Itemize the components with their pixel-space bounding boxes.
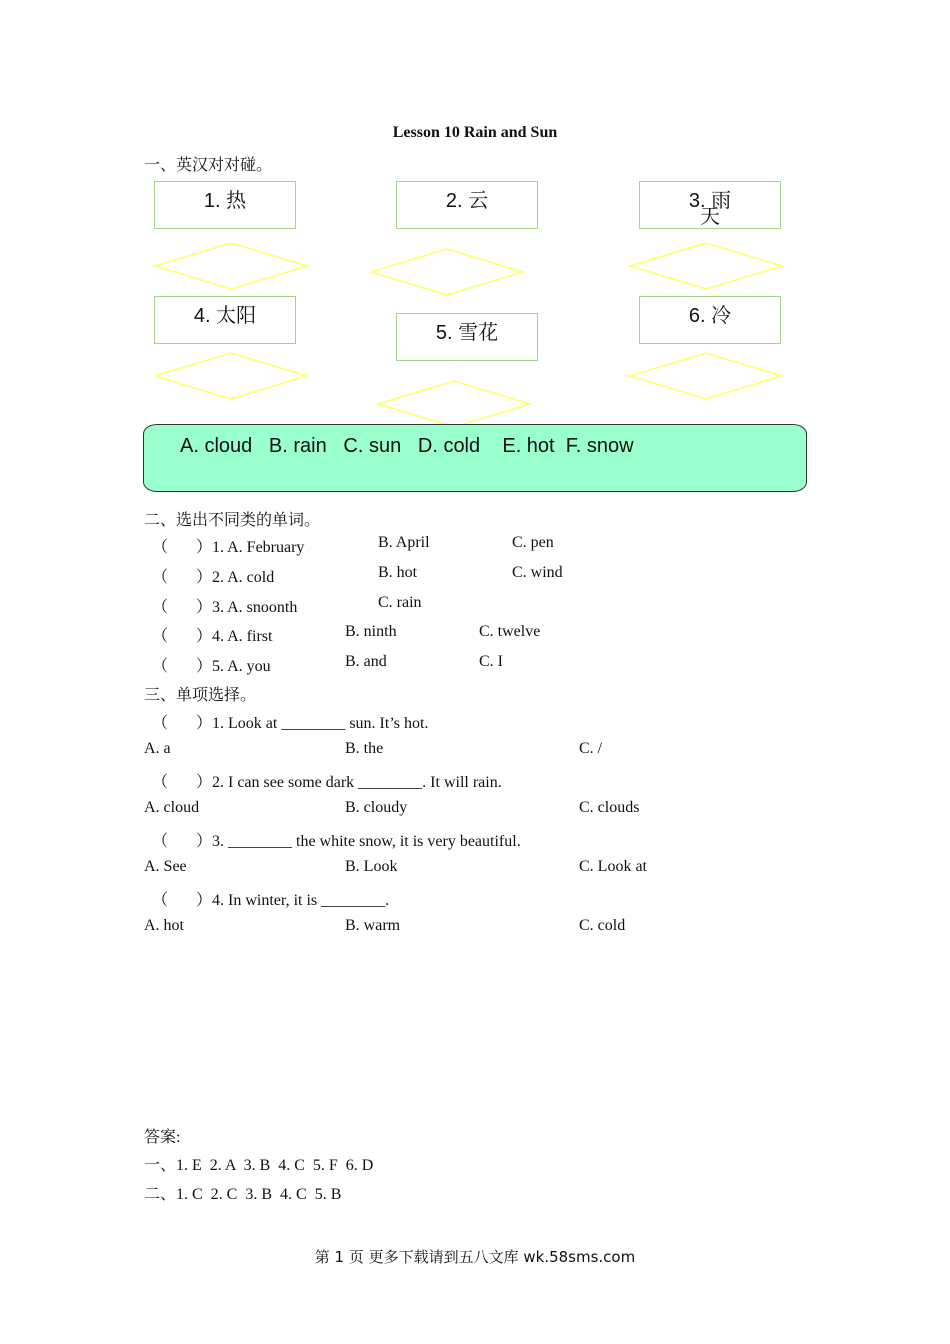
- answer-paren: （: [152, 774, 169, 791]
- options-text: A. cloud B. rain C. sun D. cold E. hot F. snow: [180, 435, 634, 457]
- s2-q2: ）2. A. cold: [196, 569, 275, 586]
- word-box-5: 5. 雪花: [396, 313, 538, 361]
- s2-q5-b: B. and: [345, 653, 387, 670]
- s2-q3: ）3. A. snoonth: [196, 599, 298, 616]
- word-box-1: 1. 热: [154, 181, 296, 229]
- s3-q2-b: B. cloudy: [345, 799, 408, 816]
- s3-q4: ）4. In winter, it is ________.: [196, 892, 390, 909]
- s2-q4: ）4. A. first: [196, 628, 273, 645]
- s2-q2-b: B. hot: [378, 564, 418, 581]
- answer-diamond-2: [370, 248, 524, 296]
- answer-paren: （: [152, 658, 169, 675]
- s2-q1: ）1. A. February: [196, 539, 305, 556]
- s2-q4-b: B. ninth: [345, 623, 397, 640]
- s2-q4-c: C. twelve: [479, 623, 541, 640]
- answer-paren: （: [152, 569, 169, 586]
- answers-heading: 答案:: [144, 1129, 181, 1146]
- s2-q3-b: C. rain: [378, 594, 422, 611]
- s2-q1-c: C. pen: [512, 534, 554, 551]
- page-footer: 第 1 页 更多下载请到五八文库 wk.58sms.com: [314, 1248, 636, 1266]
- s3-q4-b: B. warm: [345, 917, 401, 934]
- section3-heading: 三、单项选择。: [144, 687, 257, 704]
- s3-q3-b: B. Look: [345, 858, 398, 875]
- answer-diamond-1: [154, 242, 308, 290]
- s3-q4-a: A. hot: [144, 917, 184, 934]
- s3-q1: ）1. Look at ________ sun. It’s hot.: [196, 715, 429, 732]
- answer-paren: （: [152, 628, 169, 645]
- s3-q2-c: C. clouds: [579, 799, 640, 816]
- word-box-3: 3. 雨 天: [639, 181, 781, 229]
- s3-q2: ）2. I can see some dark ________. It will rain.: [196, 774, 502, 791]
- answer-diamond-5: [377, 380, 531, 428]
- s3-q3-a: A. See: [144, 858, 187, 875]
- answer-diamond-4: [154, 352, 308, 400]
- word-box-3-overflow: 天: [700, 206, 720, 228]
- s2-q5: ）5. A. you: [196, 658, 271, 675]
- word-box-2: 2. 云: [396, 181, 538, 229]
- section1-heading: 一、英汉对对碰。: [144, 157, 273, 174]
- answer-paren: （: [152, 833, 169, 850]
- s3-q3: ）3. ________ the white snow, it is very beautiful.: [196, 833, 521, 850]
- word-box-4: 4. 太阳: [154, 296, 296, 344]
- s3-q4-c: C. cold: [579, 917, 626, 934]
- answer-diamond-6: [629, 352, 783, 400]
- s3-q2-a: A. cloud: [144, 799, 200, 816]
- options-banner: [143, 424, 807, 492]
- s3-q3-c: C. Look at: [579, 858, 647, 875]
- s2-q2-c: C. wind: [512, 564, 563, 581]
- answers-line-1: 一、1. E 2. A 3. B 4. C 5. F 6. D: [144, 1157, 374, 1174]
- answer-paren: （: [152, 715, 169, 732]
- lesson-title: Lesson 10 Rain and Sun: [392, 124, 558, 141]
- s2-q1-b: B. April: [378, 534, 430, 551]
- s3-q1-b: B. the: [345, 740, 384, 757]
- section2-heading: 二、选出不同类的单词。: [144, 512, 321, 529]
- s3-q1-a: A. a: [144, 740, 171, 757]
- s2-q5-c: C. I: [479, 653, 503, 670]
- answer-paren: （: [152, 539, 169, 556]
- answer-diamond-3: [629, 242, 783, 290]
- answers-line-2: 二、1. C 2. C 3. B 4. C 5. B: [144, 1186, 342, 1203]
- word-box-6: 6. 冷: [639, 296, 781, 344]
- s3-q1-c: C. /: [579, 740, 603, 757]
- answer-paren: （: [152, 892, 169, 909]
- answer-paren: （: [152, 599, 169, 616]
